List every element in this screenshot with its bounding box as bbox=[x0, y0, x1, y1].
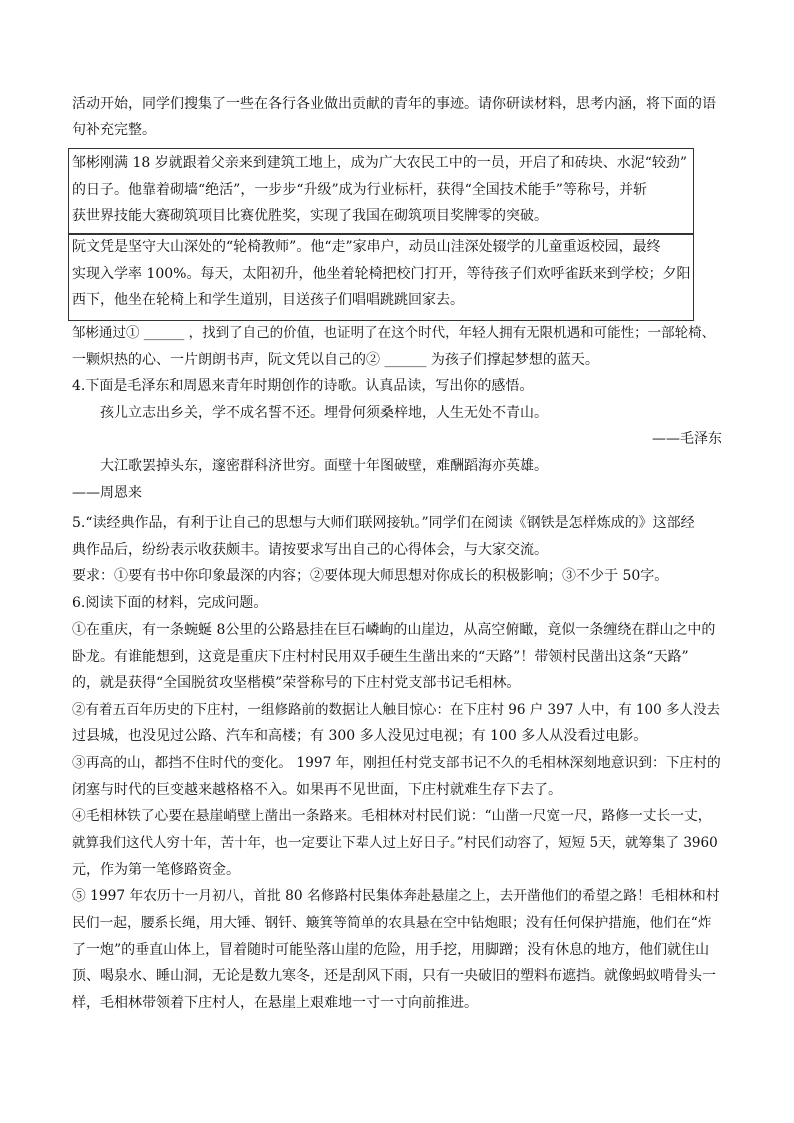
q6-line-16: 样，毛相林带领着下庄村人，在悬崖上艰难地一寸一寸向前推进。 bbox=[72, 995, 478, 1011]
q6-line-7: ③再高的山，都挡不住时代的变化。 1997 年，刚担任村党支部书记不久的毛相林深刻地意识到：下庄村的 bbox=[72, 755, 721, 771]
q6-line-4: 的，就是获得“全国脱贫攻坚楷模”荣誉称号的下庄村党支部书记毛相林。 bbox=[72, 675, 521, 691]
intro-line-1: 活动开始，同学们搜集了一些在各行各业做出贡献的青年的事迹。请你研读材料，思考内涵，将下面的语 bbox=[72, 96, 716, 112]
q6-line-2: ①在重庆，有一条蜿蜒 8公里的公路悬挂在巨石嶙峋的山崖边，从高空俯瞰，竟似一条缠绕在群山之中的 bbox=[72, 622, 716, 638]
q6-line-13: 民们一起，腰系长绳，用大锤、钢钎、簸箕等简单的农具悬在空中钻炮眼；没有任何保护措施，他们在“炸 bbox=[72, 915, 712, 931]
q6-line-10: 就算我们这代人穷十年，苦十年，也一定要让下辈人过上好日子。”村民们动容了，短短 5天，就筹集了 3960 bbox=[72, 835, 718, 851]
q5-requirements: 要求：①要有书中你印象最深的内容；②要体现大师思想对你成长的积极影响；③不少于 50字。 bbox=[72, 568, 669, 584]
box2-line-1: 阮文凭是坚守大山深处的“轮椅教师”。他“走”家串户，动员山洼深处辍学的儿童重返校园，最终 bbox=[72, 239, 661, 255]
q6-line-6: 过县城，也没见过公路、汽车和高楼；有 300 多人没见过电视；有 100 多人从没看过电影。 bbox=[72, 728, 648, 744]
q6-line-1: 6.阅读下面的材料，完成问题。 bbox=[72, 595, 268, 611]
q6-line-14: 了一炮”的垂直山体上，冒着随时可能坠落山崖的危险，用手挖，用脚蹭；没有休息的地方，他们就住山 bbox=[72, 942, 710, 958]
poem-1-author: ——毛泽东 bbox=[652, 431, 722, 447]
q6-line-3: 卧龙。有谁能想到，这竟是重庆下庄村村民用双手硬生生凿出来的“天路”！带领村民凿出这条“天路” bbox=[72, 649, 689, 665]
q6-line-9: ④毛相林铁了心要在悬崖峭壁上凿出一条路来。毛相林对村民们说：“山凿一尺宽一尺，路修一丈长一丈， bbox=[72, 808, 712, 824]
q6-line-8: 闭塞与时代的巨变越来越格格不入。如果再不见世面，下庄村就难生存下去了。 bbox=[72, 782, 562, 798]
q6-line-12: ⑤ 1997 年农历十一月初八，首批 80 名修路村民集体奔赴悬崖之上，去开凿他们的希望之路！毛相林和村 bbox=[72, 888, 720, 904]
fill-line-2: 一颗炽热的心、一片朗朗书声，阮文凭以自己的② ______ 为孩子们撑起梦想的蓝天。 bbox=[72, 352, 599, 368]
poem-1: 孩儿立志出乡关，学不成名誓不还。埋骨何须桑梓地，人生无处不青山。 bbox=[100, 405, 548, 421]
poem-2: 大江歌罢掉头东，邃密群科济世穷。面壁十年图破壁，难酬蹈海亦英雄。 bbox=[100, 458, 548, 474]
box1-line-2: 的日子。他靠着砌墙“绝活”，一步步“升级”成为行业标杆，获得“全国技术能手”等称号，并斩 bbox=[72, 182, 647, 198]
box1-line-1: 邹彬刚满 18 岁就跟着父亲来到建筑工地上，成为广大农民工中的一员，开启了和砖块、水泥“较劲” bbox=[72, 155, 688, 171]
box1-line-3: 获世界技能大赛砌筑项目比赛优胜奖，实现了我国在砌筑项目奖牌零的突破。 bbox=[72, 208, 548, 224]
box2-line-3: 西下，他坐在轮椅上和学生道别，目送孩子们唱唱跳跳回家去。 bbox=[72, 292, 464, 308]
poem-2-author: ——周恩来 bbox=[72, 485, 142, 501]
q6-line-5: ②有着五百年历史的下庄村，一组修路前的数据让人触目惊心：在下庄村 96 户 397 人中，有 100 多人没去 bbox=[72, 702, 720, 718]
q5-line-2: 典作品后，纷纷表示收获颇丰。请按要求写出自己的心得体会，与大家交流。 bbox=[72, 542, 548, 558]
q4-prompt: 4.下面是毛泽东和周恩来青年时期创作的诗歌。认真品读，写出你的感悟。 bbox=[72, 378, 534, 394]
q6-line-15: 顶、喝泉水、睡山洞，无论是数九寒冬，还是刮风下雨，只有一央破旧的塑料布遮挡。就像蚂蚁啃骨头一 bbox=[72, 968, 716, 984]
q5-line-1: 5.“读经典作品，有利于让自己的思想与大师们联网接轨。”同学们在阅读《钢铁是怎样炼成的》这部经 bbox=[72, 515, 695, 531]
box2-line-2: 实现入学率 100%。每天，太阳初升，他坐着轮椅把校门打开，等待孩子们欢呼雀跃来到学校；夕阳 bbox=[72, 266, 691, 282]
fill-line-1: 邹彬通过① ______ ，找到了自己的价值，也证明了在这个时代，年轻人拥有无限机遇和可能性；一部轮椅、 bbox=[72, 325, 716, 341]
q6-line-11: 元，作为第一笔修路资金。 bbox=[72, 862, 240, 878]
intro-line-2: 句补充完整。 bbox=[72, 122, 156, 138]
